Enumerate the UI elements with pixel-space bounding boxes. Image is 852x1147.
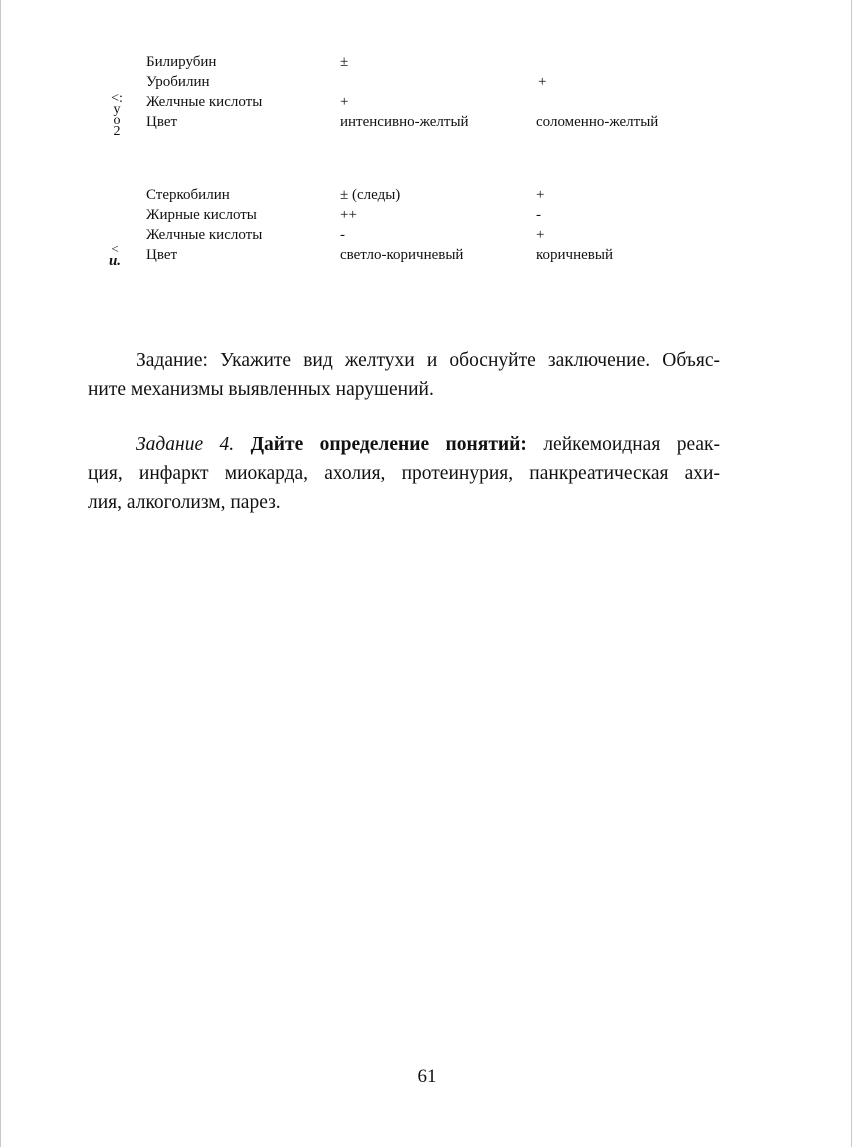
side-margin-mark [110,93,124,137]
row-label: Желчные кислоты [146,227,263,243]
table-row [1,92,852,112]
row-value-col3: соломенно-желтый [536,114,659,130]
table-row [1,52,852,72]
row-value-col2: ± [340,54,349,70]
row-value-col2: ± (следы) [340,187,401,203]
row-value-col3: + [536,187,545,203]
lab-table-urine [1,52,852,132]
paragraph-line [88,430,720,459]
page-number: 61 [417,1066,437,1087]
row-value-col3: + [536,227,545,243]
task-text-line1: Задание: Укажите вид желтухи и обоснуйте заключение. Объяс- [136,350,720,371]
table-row [1,225,852,245]
table-row [1,112,852,132]
task4-text-line3: лия, алкоголизм, парез. [88,492,281,513]
task4-paragraph [88,430,720,517]
row-value-col2: светло-коричневый [340,247,464,263]
mark-glyph: у [113,102,121,117]
row-value-col2: ++ [340,207,357,223]
task4-heading: Дайте определение понятий: [250,434,527,455]
row-label: Билирубин [146,54,217,70]
row-label: Цвет [146,114,178,130]
mark-glyph: < [111,241,119,256]
mark-glyph: 2 [113,124,121,139]
mark-glyph: о [113,113,121,128]
row-label: Желчные кислоты [146,94,263,110]
task4-label: Задание 4. [136,434,235,455]
table-row [1,241,852,269]
lab-table-feces [1,185,852,269]
row-label: Стеркобилин [146,187,230,203]
row-value-col2: + [340,94,349,110]
task4-text-line2: ция, инфаркт миокарда, ахолия, протеинурия, панкреатическая ахи- [88,463,720,484]
row-value-col2: интенсивно-желтый [340,114,469,130]
mark-glyph: и. [108,253,122,269]
side-margin-mark [108,243,122,267]
row-value-col2: - [340,227,345,243]
task4-text-line1: лейкемоидная реак- [543,434,720,455]
row-label: Цвет [146,247,178,263]
row-label: Жирные кислоты [146,207,257,223]
table-row [1,205,852,225]
table-row [1,72,852,92]
row-value-col3: коричневый [536,247,613,263]
table-row [1,185,852,205]
row-value-col3: - [536,207,541,223]
row-value-col3: + [538,74,547,90]
task-text-line2: ните механизмы выявленных нарушений. [88,379,434,400]
mark-glyph: <: [111,91,123,106]
task-paragraph [88,346,720,404]
row-label: Уробилин [146,74,210,90]
paragraph-line [88,346,720,375]
